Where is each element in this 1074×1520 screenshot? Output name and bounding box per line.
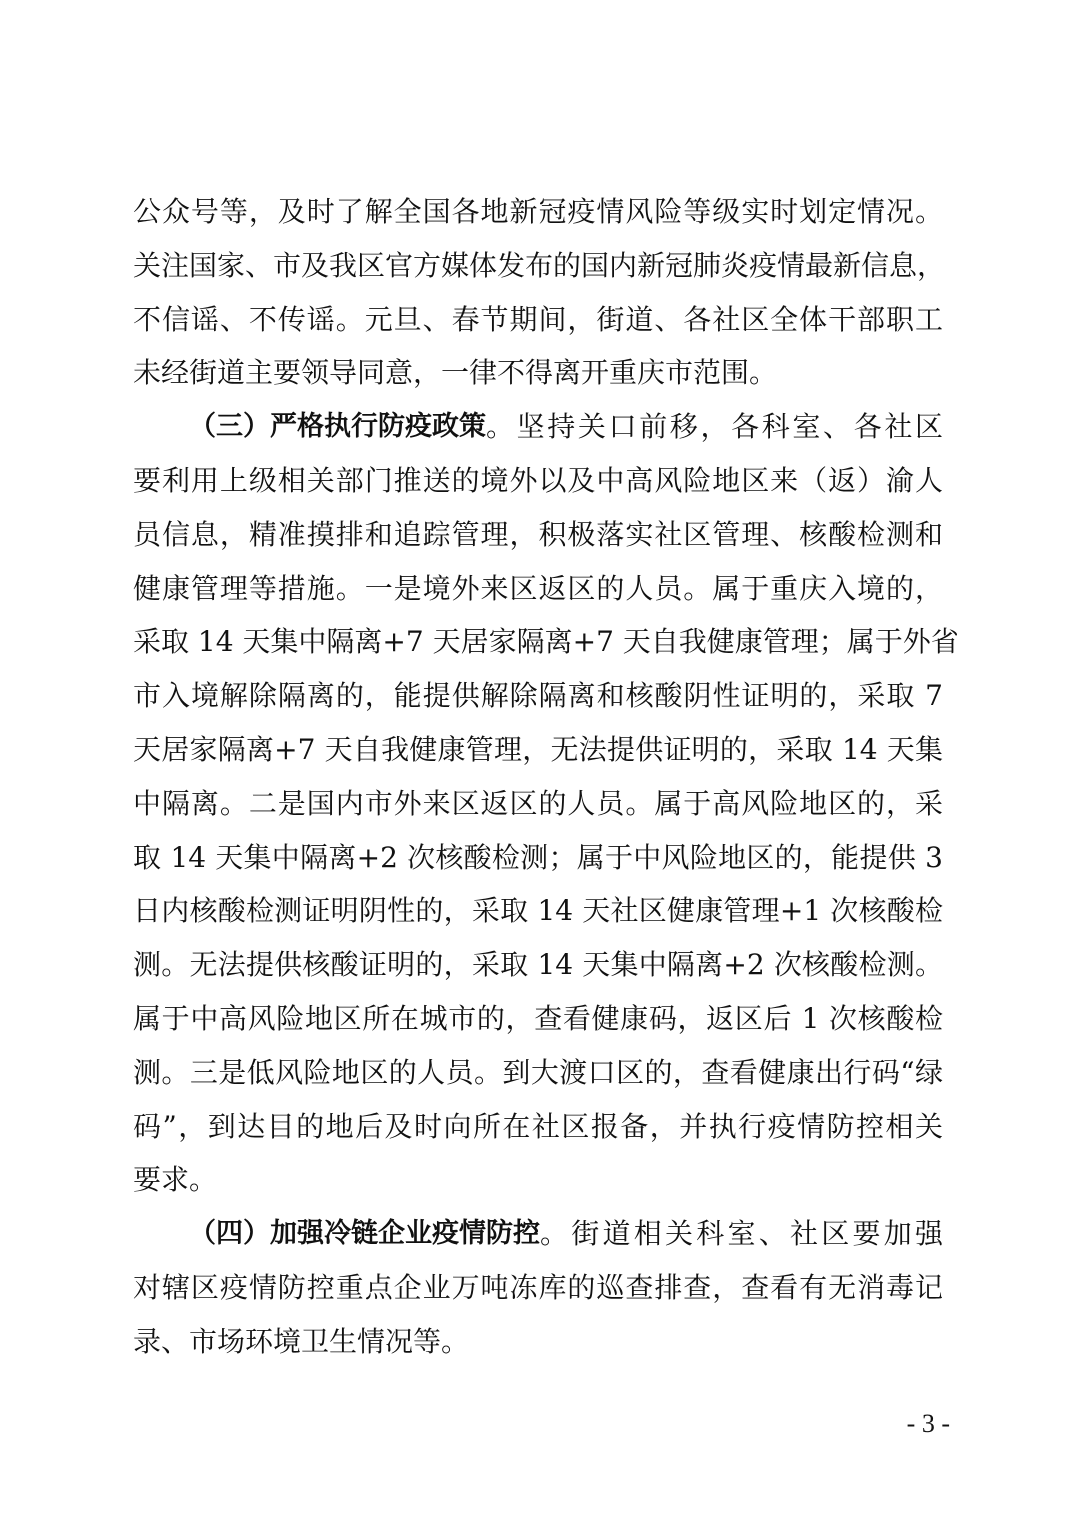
section-4-line: 录、市场环境卫生情况等。 — [133, 1324, 470, 1358]
section-3-line: 天居家隔离+7 天自我健康管理，无法提供证明的，采取 14 天集 — [133, 732, 943, 766]
section-3-line: 采取 14 天集中隔离+7 天居家隔离+7 天自我健康管理；属于外省 — [133, 625, 959, 659]
section-3-line: 要利用上级相关部门推送的境外以及中高风险地区来（返）渝人 — [133, 463, 943, 497]
section-3-first-line-text: 。坚持关口前移，各科室、各社区 — [486, 410, 943, 444]
section-4-heading: （四）加强冷链企业疫情防控 — [189, 1218, 540, 1250]
section-3-line: 属于中高风险地区所在城市的，查看健康码，返区后 1 次核酸检 — [133, 1001, 943, 1035]
section-3-line: 健康管理等措施。一是境外来区返区的人员。属于重庆入境的， — [133, 571, 943, 605]
section-3-heading: （三）严格执行防疫政策 — [189, 411, 486, 443]
page-number: - 3 - — [906, 1409, 950, 1438]
section-3-line: 日内核酸检测证明阴性的，采取 14 天社区健康管理+1 次核酸检 — [133, 894, 943, 928]
section-3-line: 测。三是低风险地区的人员。到大渡口区的，查看健康出行码“绿 — [133, 1055, 943, 1089]
section-4-first-line-text: 。街道相关科室、社区要加强 — [540, 1217, 943, 1251]
paragraph-line: 公众号等，及时了解全国各地新冠疫情风险等级实时划定情况。 — [133, 195, 943, 228]
section-3-first-line — [133, 400, 943, 454]
section-3-line: 中隔离。二是国内市外来区返区的人员。属于高风险地区的，采 — [133, 786, 943, 820]
paragraph-line: 不信谣、不传谣。元旦、春节期间，街道、各社区全体干部职工 — [133, 302, 943, 336]
section-4-line: 对辖区疫情防控重点企业万吨冻库的巡查排查，查看有无消毒记 — [133, 1270, 943, 1304]
section-3-line: 要求。 — [133, 1163, 218, 1197]
section-3-line: 员信息，精准摸排和追踪管理，积极落实社区管理、核酸检测和 — [133, 517, 943, 551]
section-3-line: 测。无法提供核酸证明的，采取 14 天集中隔离+2 次核酸检测。 — [133, 948, 943, 982]
section-3-line: 取 14 天集中隔离+2 次核酸检测；属于中风险地区的，能提供 3 — [133, 840, 943, 874]
section-4-first-line — [133, 1207, 943, 1261]
paragraph-line: 关注国家、市及我区官方媒体发布的国内新冠肺炎疫情最新信息， — [133, 248, 946, 282]
section-3-line: 市入境解除隔离的，能提供解除隔离和核酸阴性证明的，采取 7 — [133, 679, 943, 713]
document-body — [133, 185, 959, 1369]
section-3-line: 码”，到达目的地后及时向所在社区报备，并执行疫情防控相关 — [133, 1109, 943, 1143]
paragraph-line: 未经街道主要领导同意，一律不得离开重庆市范围。 — [133, 356, 778, 390]
